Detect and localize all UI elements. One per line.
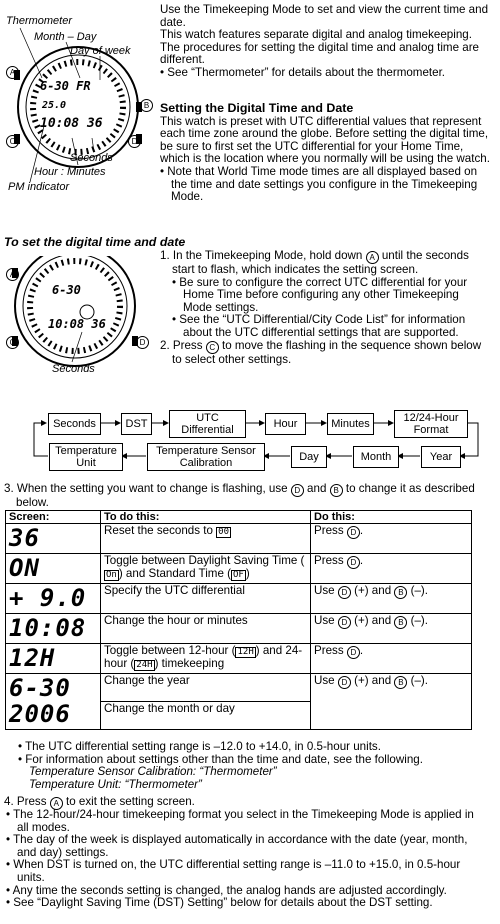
final-note-5: • See “Daylight Saving Time (DST) Setting” below for details about the DST setting. bbox=[6, 896, 433, 910]
sequence-diagram bbox=[0, 405, 500, 475]
table-row bbox=[6, 644, 472, 674]
thermometer-label: Thermometer bbox=[6, 15, 73, 27]
table-row bbox=[6, 674, 472, 702]
screen-seconds: 36 bbox=[6, 524, 101, 554]
button-a-ref2-icon: A bbox=[50, 797, 63, 810]
flow-unit: Temperature Unit bbox=[49, 443, 123, 471]
todo-cell: Specify the UTC differential bbox=[101, 584, 311, 614]
note-2b: Temperature Unit: “Thermometer” bbox=[29, 777, 202, 791]
settings-table bbox=[5, 510, 472, 730]
table-header-row bbox=[6, 511, 472, 524]
step-2: 2. Press C to move the flashing in the sequence shown below to select other settings. bbox=[160, 338, 482, 366]
button-d-ref-icon: D bbox=[291, 484, 304, 497]
todo-cell: Change the year bbox=[101, 674, 311, 702]
todo-cell: Change the hour or minutes bbox=[101, 614, 311, 644]
header-todo: To do this: bbox=[101, 511, 311, 524]
table-row bbox=[6, 584, 472, 614]
do-cell: Press D . bbox=[311, 644, 472, 674]
button-b-icon: B bbox=[140, 99, 153, 112]
button-a-icon: A bbox=[6, 66, 19, 79]
table-row bbox=[6, 524, 472, 554]
step-3: 3. When the setting you want to change is flashing, use D and B to change it as described below. bbox=[4, 482, 475, 509]
intro-bullet: • See “Thermometer” for details about the thermometer. bbox=[160, 65, 446, 79]
lcd-date: 6-30 FR bbox=[40, 79, 91, 93]
button-a2-icon: A bbox=[6, 268, 19, 281]
button-c-icon: C bbox=[6, 135, 19, 148]
final-notes bbox=[6, 809, 484, 910]
flow-format: 12/24-Hour Format bbox=[394, 410, 468, 438]
flow-utc: UTC Differential bbox=[169, 410, 246, 438]
hour-minutes-label: Hour : Minutes bbox=[34, 166, 106, 178]
do-cell: Use D (+) and B (–). bbox=[311, 584, 472, 614]
todo-cell: Toggle between Daylight Saving Time (On ) and Standard Time ( OF ) bbox=[101, 554, 311, 584]
intro-text bbox=[160, 4, 492, 80]
table-row bbox=[6, 554, 472, 584]
todo-cell: Change the month or day bbox=[101, 702, 311, 730]
final-note-3: • When DST is turned on, the UTC differential setting range is –11.0 to +15.0, in 0.5-hour units. bbox=[6, 858, 461, 884]
flow-calibration: Temperature Sensor Calibration bbox=[147, 443, 265, 471]
screen-dst: ON bbox=[6, 554, 101, 584]
screen-format: 12H bbox=[6, 644, 101, 674]
seconds-label-2: Seconds bbox=[52, 363, 95, 375]
flow-month: Month bbox=[353, 446, 399, 468]
button-d-icon: D bbox=[128, 135, 141, 148]
section-title: Setting the Digital Time and Date bbox=[160, 101, 354, 115]
steps-1-2 bbox=[160, 250, 490, 366]
watch-illustration-1 bbox=[0, 0, 160, 195]
final-note-2: • The day of the week is displayed automatically in accordance with the date (year, month, and day) settings. bbox=[6, 833, 468, 859]
final-note-4: • Any time the seconds setting is changed, the analog hands are adjusted accordingly. bbox=[6, 883, 447, 897]
do-cell: Press D . bbox=[311, 554, 472, 584]
step-4: 4. Press A to exit the setting screen. bbox=[4, 795, 195, 808]
flow-day: Day bbox=[291, 446, 327, 468]
button-d2-icon: D bbox=[136, 336, 149, 349]
flow-year: Year bbox=[421, 446, 461, 468]
header-do: Do this: bbox=[311, 511, 472, 524]
screen-utc: + 9.0 bbox=[6, 584, 101, 614]
table-row bbox=[6, 614, 472, 644]
note-2a: Temperature Sensor Calibration: “Thermometer” bbox=[29, 765, 277, 779]
month-day-label: Month – Day bbox=[34, 31, 97, 43]
intro-paragraph-2: This watch features separate digital and analog timekeeping. The procedures for setting the digital time and analog time are different. bbox=[160, 28, 480, 67]
do-cell: Press D . bbox=[311, 524, 472, 554]
do-cell: Use D (+) and B (–). bbox=[311, 614, 472, 644]
procedure-title: To set the digital time and date bbox=[4, 235, 186, 249]
notes bbox=[18, 741, 490, 791]
step-1-bullet-2: • See the “UTC Differential/City Code List” for information about the UTC differential settings that are supported. bbox=[172, 313, 466, 339]
section-paragraph: This watch is preset with UTC differential values that represent each time zone around the globe. Before setting the digital time, be sure to first set the UTC differential for your Home Time, which is the location where you normally will be using the watch. bbox=[160, 114, 490, 166]
header-screen: Screen: bbox=[6, 511, 101, 524]
flow-seconds: Seconds bbox=[48, 413, 101, 435]
flow-dst: DST bbox=[121, 413, 152, 435]
todo-cell: Toggle between 12-hour ( 12H ) and 24-hour ( 24H ) timekeeping bbox=[101, 644, 311, 674]
final-note-1: • The 12-hour/24-hour timekeeping format you select in the Timekeeping Mode is applied in all modes. bbox=[6, 808, 474, 834]
lcd-date-2: 6-30 bbox=[52, 283, 81, 297]
button-b-ref-icon: B bbox=[330, 484, 343, 497]
day-of-week-label: Day of week bbox=[70, 45, 131, 57]
flow-minutes: Minutes bbox=[327, 413, 374, 435]
seconds-label: Seconds bbox=[70, 152, 113, 164]
button-a-ref-icon: A bbox=[366, 251, 379, 264]
lcd-temp: 25.0 bbox=[42, 100, 67, 111]
lcd-time-2: 10:08 36 bbox=[48, 317, 106, 331]
lcd-time: 10:08 36 bbox=[40, 116, 103, 131]
button-c2-icon: C bbox=[6, 336, 19, 349]
section-digital-time bbox=[160, 102, 490, 204]
intro-paragraph-1: Use the Timekeeping Mode to set and view the current time and date. bbox=[160, 3, 489, 29]
flow-hour: Hour bbox=[265, 413, 306, 435]
section-bullet: • Note that World Time mode times are all displayed based on the time and date settings you configure in the Timekeeping Mode. bbox=[160, 164, 478, 204]
step-1-bullet-1: • Be sure to configure the correct UTC differential for your Home Time before configuring any other Timekeeping Mode settings. bbox=[172, 275, 468, 314]
note-1: • The UTC differential setting range is –12.0 to +14.0, in 0.5-hour units. bbox=[18, 740, 381, 753]
step-1: 1. In the Timekeeping Mode, hold down A until the seconds start to flash, which indicates the setting screen. bbox=[160, 249, 469, 276]
note-2: • For information about settings other than the time and date, see the following. bbox=[18, 752, 423, 766]
pm-indicator-label: PM indicator bbox=[8, 181, 70, 193]
screen-date: 6-30 2006 bbox=[6, 674, 101, 730]
button-c-ref-icon: C bbox=[206, 341, 219, 354]
screen-hour: 10:08 bbox=[6, 614, 101, 644]
todo-cell: Reset the seconds to 00 bbox=[101, 524, 311, 554]
watch-illustration-2 bbox=[0, 256, 160, 381]
do-cell: Use D (+) and B (–). bbox=[311, 674, 472, 730]
